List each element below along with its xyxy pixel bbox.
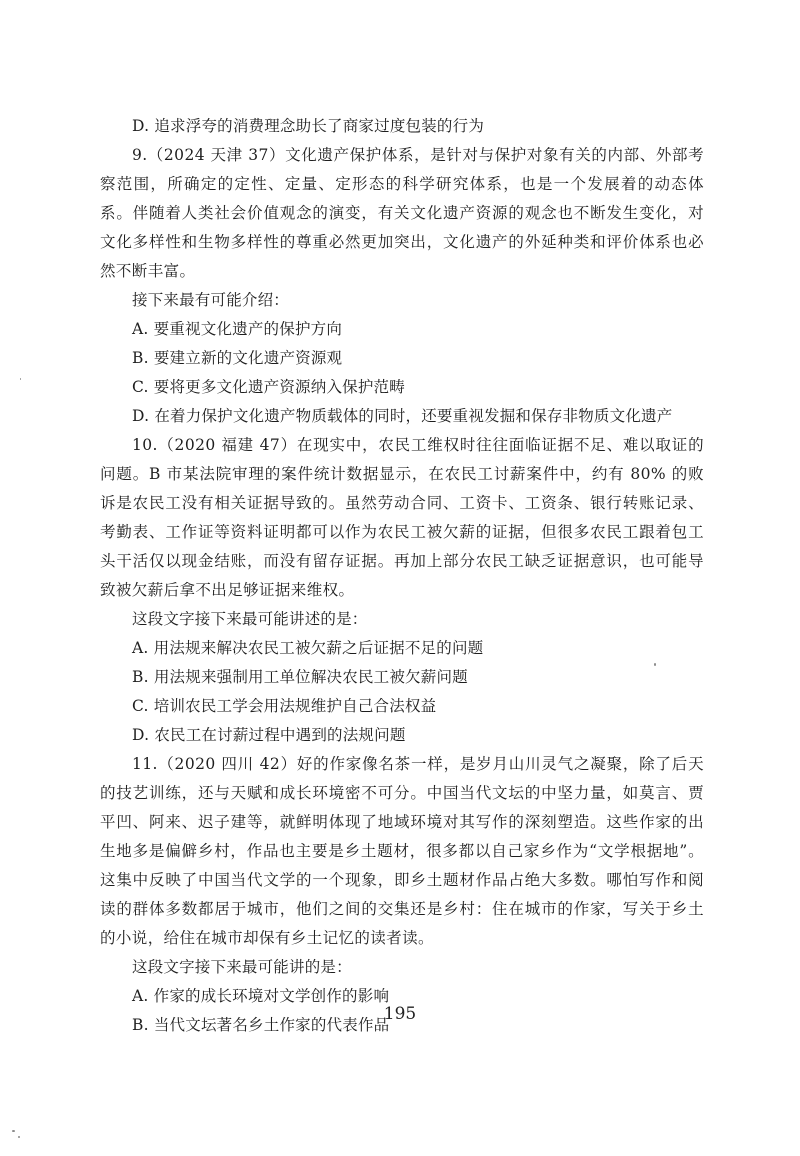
question-9-option-a: A. 要重视文化遗产的保护方向 xyxy=(132,320,343,338)
question-11-option-a: A. 作家的成长环境对文学创作的影响 xyxy=(132,987,390,1005)
scan-speck xyxy=(12,1130,15,1132)
question-9-option-d: D. 在着力保护文化遗产物质载体的同时，还要重视发掘和保存非物质文化遗产 xyxy=(132,407,673,425)
question-11-prompt: 这段文字接下来最可能讲的是： xyxy=(132,958,352,976)
question-9-option-c: C. 要将更多文化遗产资源纳入保护范畴 xyxy=(132,378,405,396)
question-10-option-c: C. 培训农民工学会用法规维护自己合法权益 xyxy=(132,697,437,715)
question-10-option-a: A. 用法规来解决农民工被欠薪之后证据不足的问题 xyxy=(132,639,484,657)
page-content xyxy=(100,112,704,1040)
question-11-option-b: B. 当代文坛著名乡土作家的代表作品 xyxy=(132,1016,390,1034)
option-d-previous: D. 追求浮夸的消费理念助长了商家过度包装的行为 xyxy=(132,117,485,135)
question-10-stem: 10.（2020 福建 47）在现实中，农民工维权时往往面临证据不足、难以取证的问题。B 市某法院审理的案件统计数据显示，在农民工讨薪案件中，约有 80% 的败诉是农民工没有相关证据导致的。虽然劳动合同、工资卡、工资条、银行转账记录、考勤表、工作证等资料证明都可以作为农民工被欠薪的证据，但很多农民工跟着包工头干活仅以现金结账，而没有留存证据。再加上部分农民工缺乏证据意识，也可能导致被欠薪后拿不出足够证据来维权。 xyxy=(100,436,704,599)
scan-speck xyxy=(654,663,656,666)
question-9-stem: 9.（2024 天津 37）文化遗产保护体系，是针对与保护对象有关的内部、外部考察范围，所确定的定性、定量、定形态的科学研究体系，也是一个发展着的动态体系。伴随着人类社会价值观念的演变，有关文化遗产资源的观念也不断发生变化，对文化多样性和生物多样性的尊重必然更加突出，文化遗产的外延种类和评价体系也必然不断丰富。 xyxy=(100,146,704,280)
question-10-option-d: D. 农民工在讨薪过程中遇到的法规问题 xyxy=(132,726,406,744)
scan-speck xyxy=(18,1136,20,1138)
question-11-stem: 11.（2020 四川 42）好的作家像名茶一样，是岁月山川灵气之凝聚，除了后天的技艺训练，还与天赋和成长环境密不可分。中国当代文坛的中坚力量，如莫言、贾平凹、阿来、迟子建等，就鲜明体现了地域环境对其写作的深刻塑造。这些作家的出生地多是偏僻乡村，作品也主要是乡土题材，很多都以自己家乡作为“文学根据地”。这集中反映了中国当代文学的一个现象，即乡土题材作品占绝大多数。哪怕写作和阅读的群体多数都居于城市，他们之间的交集还是乡村：住在城市的作家，写关于乡土的小说，给住在城市却保有乡土记忆的读者读。 xyxy=(100,755,704,947)
question-10-prompt: 这段文字接下来最可能讲述的是： xyxy=(132,610,368,628)
question-10-option-b: B. 用法规来强制用工单位解决农民工被欠薪问题 xyxy=(132,668,468,686)
page-number: 195 xyxy=(383,1004,417,1024)
question-9-prompt: 接下来最有可能介绍： xyxy=(132,291,290,309)
scan-speck xyxy=(20,378,21,380)
question-9-option-b: B. 要建立新的文化遗产资源观 xyxy=(132,349,343,367)
